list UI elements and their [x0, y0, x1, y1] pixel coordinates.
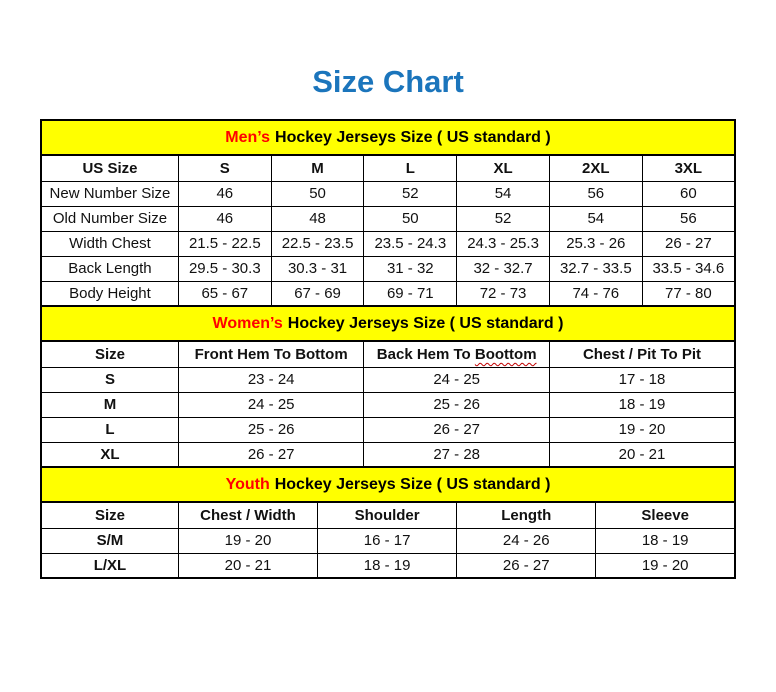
table-row — [41, 256, 735, 281]
table-row — [41, 181, 735, 206]
size-value-cell: 24 - 25 — [364, 367, 550, 392]
page-title: Size Chart — [312, 64, 464, 99]
size-value-cell: 26 - 27 — [457, 553, 596, 578]
column-header: Front Hem To Bottom — [178, 341, 364, 367]
table-row — [41, 553, 735, 578]
size-value-cell: 32 - 32.7 — [457, 256, 550, 281]
size-value-cell: 72 - 73 — [457, 281, 550, 306]
table-row — [41, 442, 735, 467]
column-header: Size — [41, 341, 178, 367]
size-value-cell: 26 - 27 — [178, 442, 364, 467]
size-value-cell: 31 - 32 — [364, 256, 457, 281]
size-value-cell: 24.3 - 25.3 — [457, 231, 550, 256]
column-header: 2XL — [549, 155, 642, 181]
column-header: S — [178, 155, 271, 181]
row-label: L/XL — [41, 553, 178, 578]
misspelled-word: Boottom — [474, 345, 537, 363]
youth-size-table — [40, 501, 736, 579]
size-value-cell: 54 — [457, 181, 550, 206]
womens-size-table — [40, 340, 736, 468]
header-row — [41, 502, 735, 528]
size-value-cell: 25 - 26 — [364, 392, 550, 417]
size-value-cell: 25 - 26 — [178, 417, 364, 442]
womens-heading-accent: Women’s — [212, 314, 283, 332]
row-label: Old Number Size — [41, 206, 178, 231]
column-header: US Size — [41, 155, 178, 181]
size-value-cell: 23 - 24 — [178, 367, 364, 392]
size-value-cell: 19 - 20 — [596, 553, 735, 578]
size-value-cell: 56 — [549, 181, 642, 206]
size-value-cell: 50 — [364, 206, 457, 231]
size-value-cell: 22.5 - 23.5 — [271, 231, 364, 256]
row-label: Body Height — [41, 281, 178, 306]
size-value-cell: 33.5 - 34.6 — [642, 256, 735, 281]
column-header: M — [271, 155, 364, 181]
size-value-cell: 77 - 80 — [642, 281, 735, 306]
mens-size-table — [40, 154, 736, 307]
size-value-cell: 30.3 - 31 — [271, 256, 364, 281]
table-row — [41, 206, 735, 231]
column-header: 3XL — [642, 155, 735, 181]
column-header: Length — [457, 502, 596, 528]
table-row — [41, 417, 735, 442]
row-label: XL — [41, 442, 178, 467]
size-value-cell: 67 - 69 — [271, 281, 364, 306]
size-value-cell: 19 - 20 — [178, 528, 317, 553]
size-value-cell: 20 - 21 — [549, 442, 735, 467]
youth-heading-accent: Youth — [225, 475, 270, 493]
table-row — [41, 392, 735, 417]
size-value-cell: 18 - 19 — [596, 528, 735, 553]
size-value-cell: 18 - 19 — [549, 392, 735, 417]
size-value-cell: 54 — [549, 206, 642, 231]
size-value-cell: 27 - 28 — [364, 442, 550, 467]
header-row — [41, 155, 735, 181]
size-value-cell: 26 - 27 — [364, 417, 550, 442]
table-row — [41, 281, 735, 306]
row-label: Back Length — [41, 256, 178, 281]
size-value-cell: 52 — [364, 181, 457, 206]
size-value-cell: 29.5 - 30.3 — [178, 256, 271, 281]
column-header: Chest / Pit To Pit — [549, 341, 735, 367]
size-value-cell: 60 — [642, 181, 735, 206]
size-value-cell: 48 — [271, 206, 364, 231]
size-value-cell: 46 — [178, 181, 271, 206]
size-value-cell: 32.7 - 33.5 — [549, 256, 642, 281]
youth-section-heading — [40, 466, 736, 503]
size-value-cell: 21.5 - 22.5 — [178, 231, 271, 256]
row-label: New Number Size — [41, 181, 178, 206]
size-value-cell: 69 - 71 — [364, 281, 457, 306]
column-header: Shoulder — [318, 502, 457, 528]
mens-section-heading — [40, 119, 736, 156]
row-label: S/M — [41, 528, 178, 553]
size-chart-tables — [40, 119, 736, 579]
size-value-cell: 52 — [457, 206, 550, 231]
youth-heading-text: Hockey Jerseys Size ( US standard ) — [274, 475, 551, 493]
header-row — [41, 341, 735, 367]
column-header: Chest / Width — [178, 502, 317, 528]
table-row — [41, 528, 735, 553]
mens-heading-text: Hockey Jerseys Size ( US standard ) — [275, 128, 551, 146]
size-value-cell: 56 — [642, 206, 735, 231]
size-value-cell: 19 - 20 — [549, 417, 735, 442]
size-value-cell: 46 — [178, 206, 271, 231]
table-row — [41, 231, 735, 256]
size-value-cell: 50 — [271, 181, 364, 206]
size-value-cell: 26 - 27 — [642, 231, 735, 256]
column-header: L — [364, 155, 457, 181]
column-header: Sleeve — [596, 502, 735, 528]
column-header: Back Hem To Boottom — [364, 341, 550, 367]
row-label: S — [41, 367, 178, 392]
row-label: M — [41, 392, 178, 417]
row-label: L — [41, 417, 178, 442]
size-value-cell: 16 - 17 — [318, 528, 457, 553]
size-value-cell: 20 - 21 — [178, 553, 317, 578]
womens-heading-text: Hockey Jerseys Size ( US standard ) — [287, 314, 564, 332]
mens-heading-accent: Men’s — [225, 128, 271, 146]
size-value-cell: 24 - 26 — [457, 528, 596, 553]
table-row — [41, 367, 735, 392]
row-label: Width Chest — [41, 231, 178, 256]
size-value-cell: 74 - 76 — [549, 281, 642, 306]
size-value-cell: 25.3 - 26 — [549, 231, 642, 256]
size-value-cell: 65 - 67 — [178, 281, 271, 306]
size-value-cell: 17 - 18 — [549, 367, 735, 392]
womens-section-heading — [40, 305, 736, 342]
size-value-cell: 24 - 25 — [178, 392, 364, 417]
size-value-cell: 18 - 19 — [318, 553, 457, 578]
size-value-cell: 23.5 - 24.3 — [364, 231, 457, 256]
column-header: Size — [41, 502, 178, 528]
column-header: XL — [457, 155, 550, 181]
